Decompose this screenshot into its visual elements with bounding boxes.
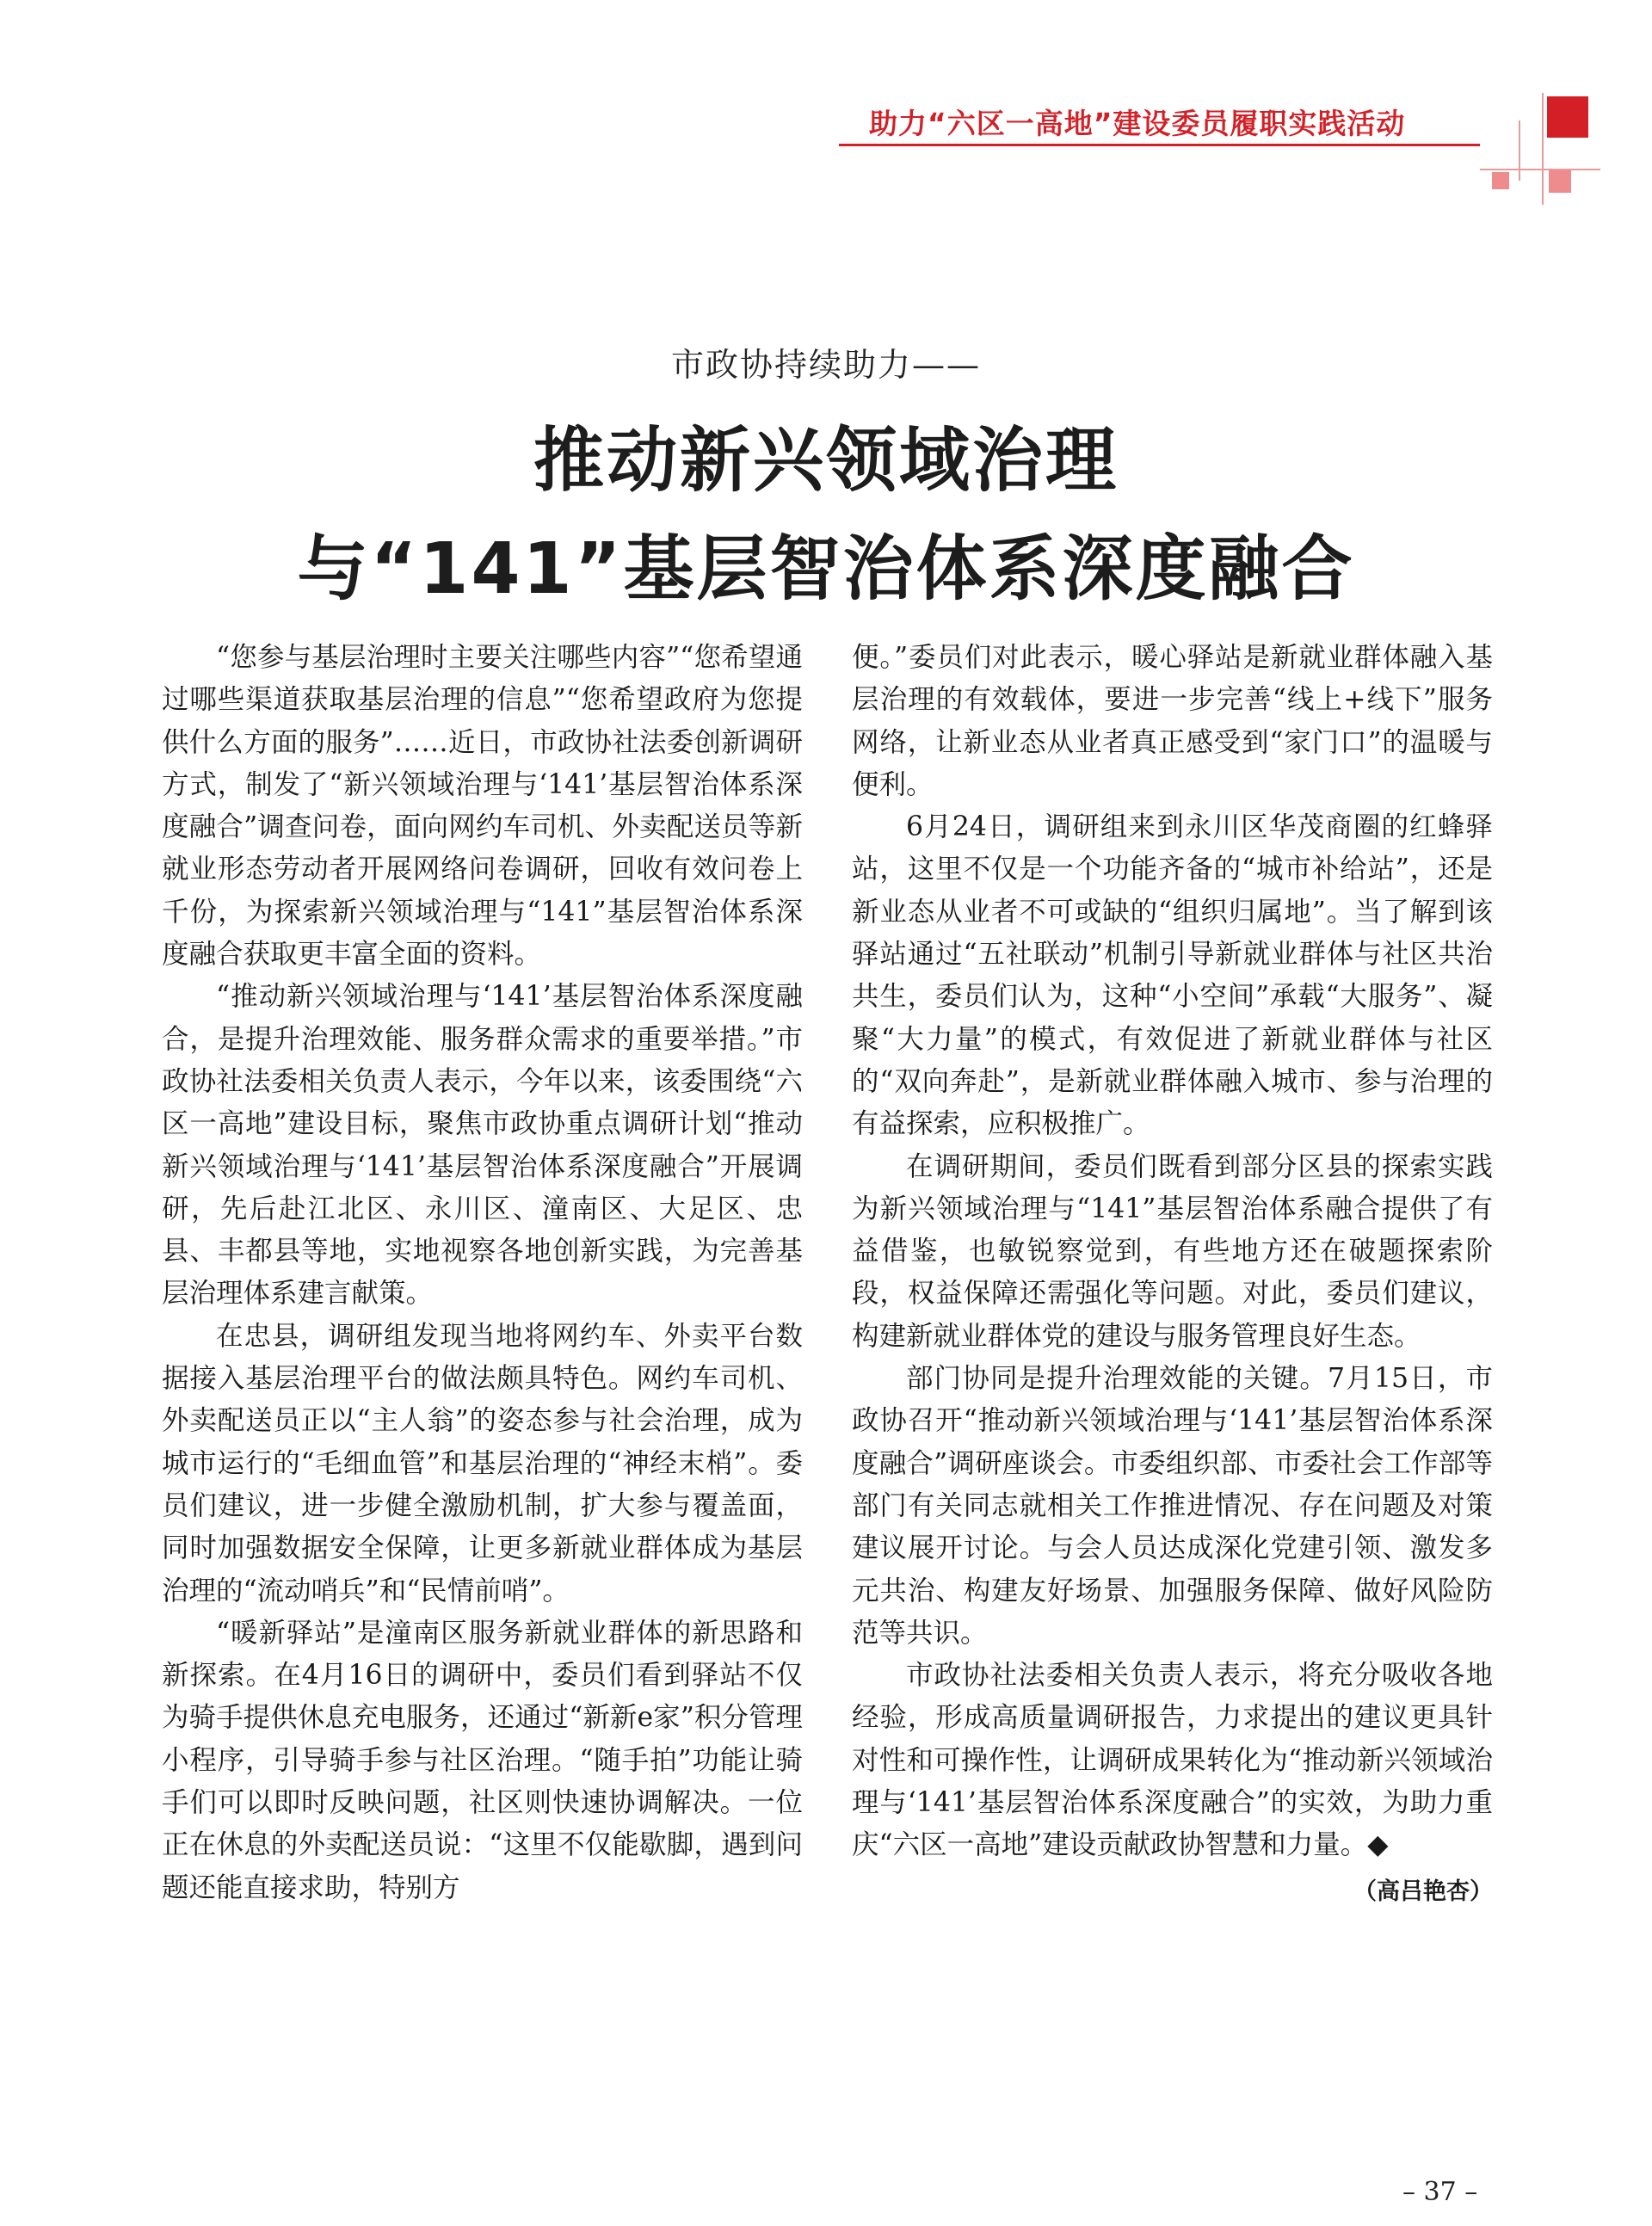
banner-decor-hline [1480,169,1600,170]
banner-decor-vline [1542,93,1544,205]
banner-square [1492,172,1509,189]
paragraph: “您参与基层治理时主要关注哪些内容”“您希望通过哪些渠道获取基层治理的信息”“您希望政府为您提供什么方面的服务”……近日，市政协社法委创新调研方式，制发了“新兴领域治理与‘141’基层智治体系深度融合”调查问卷，面向网约车司机、外卖配送员等新就业形态劳动者开展网络问卷调研，回收有效问卷上千份，为探索新兴领域治理与“141”基层智治体系深度融合获取更丰富全面的资料。 [162,642,803,971]
banner-square [1547,96,1588,138]
header-banner [0,0,1652,224]
left-column [162,637,803,1909]
paragraph: 部门协同是提升治理效能的关键。7月15日，市政协召开“推动新兴领域治理与‘141’基层智治体系深度融合”调研座谈会。市委组织部、市委社会工作部等部门有关同志就相关工作推进情况、存在问题及对策建议展开讨论。与会人员达成深化党建引领、激发多元共治、构建友好场景、加强服务保障、做好风险防范等共识。 [852,1363,1493,1649]
article-kicker: 市政协持续助力—— [670,346,981,384]
article-headline-line2: 与“141”基层智治体系深度融合 [297,528,1355,610]
paragraph: 6月24日，调研组来到永川区华茂商圈的红蜂驿站，这里不仅是一个功能齐备的“城市补给站”，还是新业态从业者不可或缺的“组织归属地”。当了解到该驿站通过“五社联动”机制引导新就业群体与社区共治共生，委员们认为，这种“小空间”承载“大服务”、凝聚“大力量”的模式，有效促进了新就业群体与社区的“双向奔赴”，是新就业群体融入城市、参与治理的有益探索，应积极推广。 [852,811,1493,1140]
right-column [852,637,1493,1913]
paragraph: 在忠县，调研组发现当地将网约车、外卖平台数据接入基层治理平台的做法颇具特色。网约车司机、外卖配送员正以“主人翁”的姿态参与社会治理，成为城市运行的“毛细血管”和基层治理的“神经末梢”。委员们建议，进一步健全激励机制，扩大参与覆盖面，同时加强数据安全保障，让更多新就业群体成为基层治理的“流动哨兵”和“民情前哨”。 [162,1320,803,1606]
banner-square [1549,170,1571,193]
byline: （高吕艳杏） [1353,1878,1493,1905]
banner-decor-vline [1519,120,1520,181]
paragraph: 在调研期间，委员们既看到部分区县的探索实践为新兴领域治理与“141”基层智治体系融合提供了有益借鉴，也敏锐察觉到，有些地方还在破题探索阶段，权益保障还需强化等问题。对此，委员们建议，构建新就业群体党的建设与服务管理良好生态。 [852,1150,1493,1352]
article-headline-line1: 推动新兴领域治理 [533,420,1119,502]
section-title: 助力“六区一高地”建设委员履职实践活动 [869,107,1406,140]
paragraph: “推动新兴领域治理与‘141’基层智治体系深度融合，是提升治理效能、服务群众需求的重要举措。”市政协社法委相关负责人表示，今年以来，该委围绕“六区一高地”建设目标，聚焦市政协重点调研计划“推动新兴领域治理与‘141’基层智治体系深度融合”开展调研，先后赴江北区、永川区、潼南区、大足区、忠县、丰都县等地，实地视察各地创新实践，为完善基层治理体系建言献策。 [162,981,803,1310]
page-number: – 37 – [1402,2177,1478,2207]
paragraph: “暖新驿站”是潼南区服务新就业群体的新思路和新探索。在4月16日的调研中，委员们看到驿站不仅为骑手提供休息充电服务，还通过“新新e家”积分管理小程序，引导骑手参与社区治理。“随手拍”功能让骑手们可以即时反映问题，社区则快速协调解决。一位正在休息的外卖配送员说：“这里不仅能歇脚，遇到问题还能直接求助，特别方 [162,1617,803,1903]
banner-rule [839,144,1480,146]
paragraph-continuation: 便。”委员们对此表示，暖心驿站是新就业群体融入基层治理的有效载体，要进一步完善“线上+线下”服务网络，让新业态从业者真正感受到“家门口”的温暖与便利。 [852,642,1493,800]
paragraph: 市政协社法委相关负责人表示，将充分吸收各地经验，形成高质量调研报告，力求提出的建议更具针对性和可操作性，让调研成果转化为“推动新兴领域治理与‘141’基层智治体系深度融合”的实效，为助力重庆“六区一高地”建设贡献政协智慧和力量。◆ [852,1660,1493,1861]
